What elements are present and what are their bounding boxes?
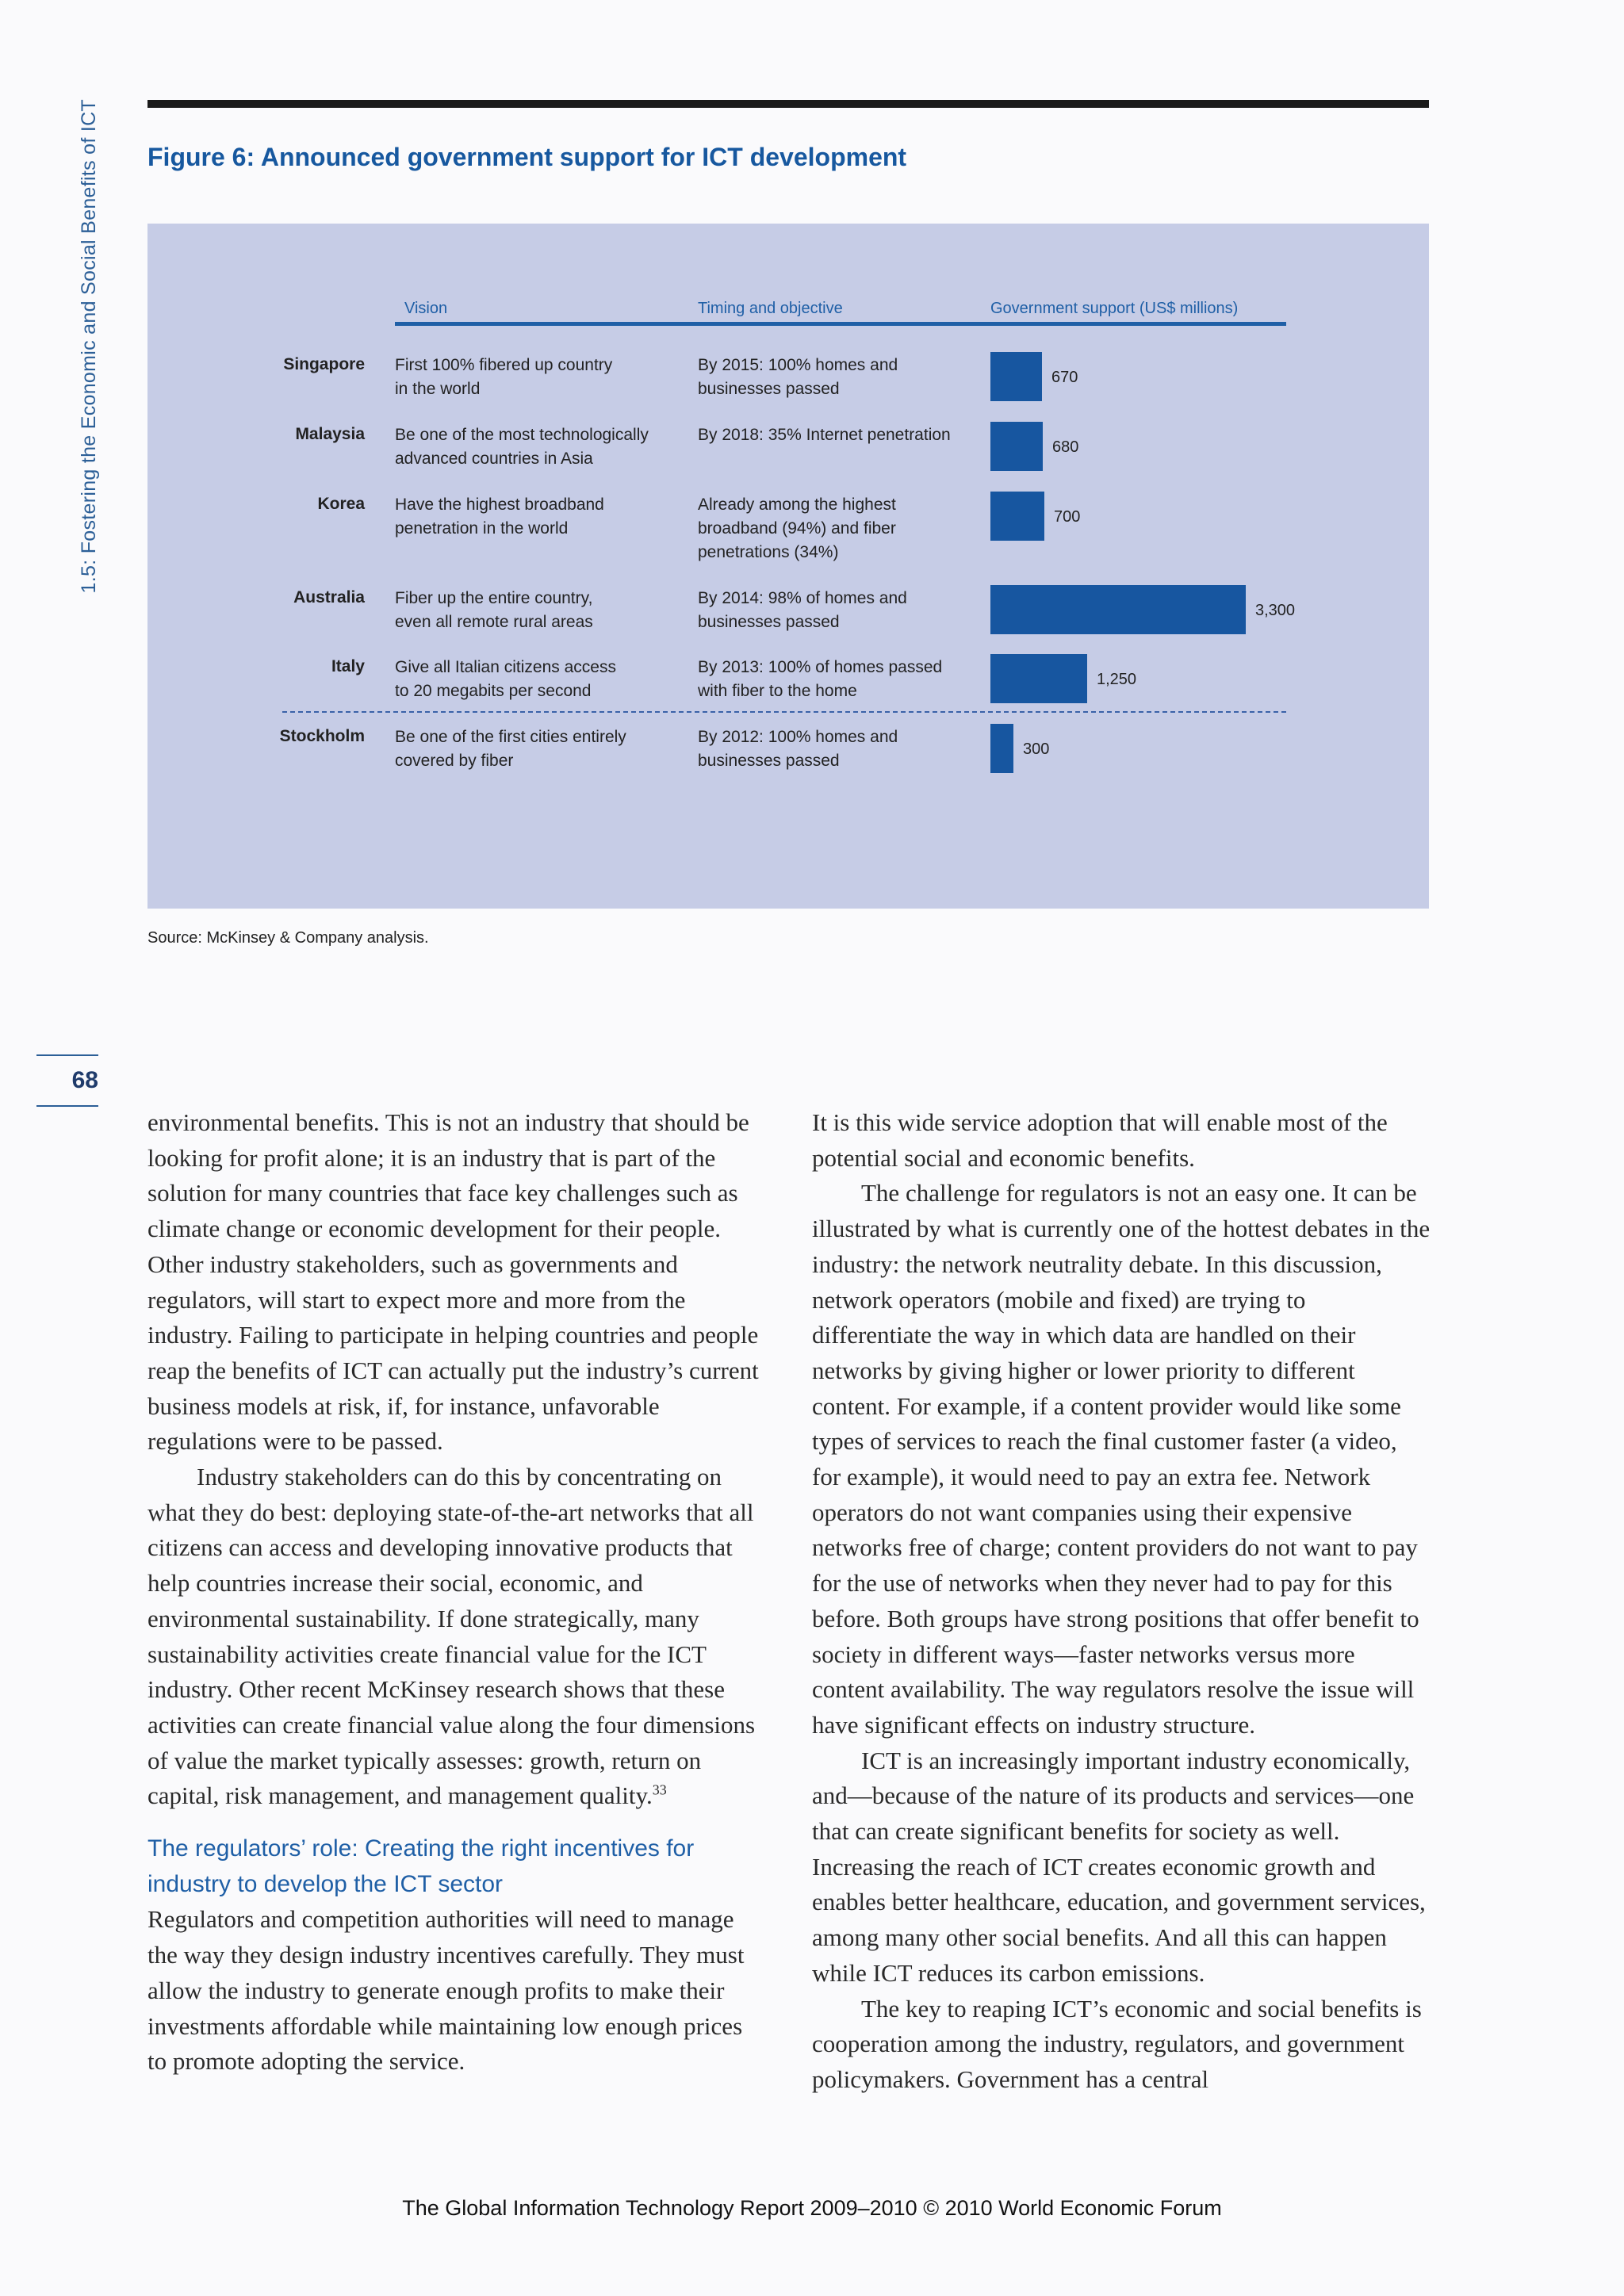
row-label-italy: Italy [331,657,365,675]
figure-title: Figure 6: Announced government support for ICT development [147,143,907,171]
header-vision: Vision [404,300,448,317]
row-label-stockholm: Stockholm [279,727,365,745]
bar-value-label: 700 [1054,508,1081,526]
paragraph: The challenge for regulators is not an easy one. It can be illustrated by what is currently one of the hottest debates in the industry: the network neutrality debate. In this discussion, network operators (mobile and fixed) are trying to differentiate the way in which data are handled on their networks by giving higher or lower priority to different content. For example, if a content provider would like some types of services to reach the final customer faster (a video, for example), it would need to pay an extra fee. Network operators do not want companies using their expensive networks free of charge; content providers do not want to pay for the use of networks when they never had to pay for this before. Both groups have strong positions that offer benefit to society in different ways—faster networks versus more content availability. The way regulators resolve the issue will have significant effects on industry structure. [812,1179,1431,1739]
bar-singapore [990,352,1042,401]
body-column-left [147,1105,766,2080]
row-label-australia: Australia [293,588,365,607]
bar-value-label: 1,250 [1097,671,1137,688]
body-column-right [812,1105,1431,2098]
bar-malaysia [990,422,1043,471]
timing-cell: By 2012: 100% homes and businesses passed [698,728,898,770]
bar-italy [990,654,1087,703]
vision-cell: Have the highest broadband penetration in the world [395,496,604,538]
bar-value-label: 300 [1023,740,1050,758]
figure-panel [147,224,1429,909]
header-timing: Timing and objective [698,300,843,317]
row-label-singapore: Singapore [283,355,365,373]
page-number-block [36,1054,98,1107]
vision-cell: Be one of the most technologically advanced countries in Asia [395,426,649,468]
timing-cell: Already among the highest broadband (94%) and fiber penetrations (34%) [698,496,896,561]
vision-cell: Be one of the first cities entirely covered by fiber [395,728,626,770]
bar-value-label: 3,300 [1255,602,1296,619]
page-number-rule-bottom [36,1105,98,1107]
bar-stockholm [990,724,1013,773]
footnote-ref[interactable]: 33 [652,1782,667,1799]
paragraph: Industry stakeholders can do this by concentrating on what they do best: deploying state-of-the-art networks that all citizens can access and developing innovative products that help countries increase their social, economic, and environmental sustainability. If done strategically, many sustainability activities create financial value for the ICT industry. Other recent McKinsey research shows that these activities can create financial value along the four dimensions of value the market typically assesses: growth, return on capital, risk management, and management quality.$^{33}$ [147,1463,756,1810]
header-support: Government support (US$ millions) [990,300,1239,317]
timing-cell: By 2014: 98% of homes and businesses passed [698,589,907,631]
row-label-malaysia: Malaysia [295,425,365,443]
header-rule [395,322,1286,326]
timing-cell: By 2018: 35% Internet penetration [698,426,951,444]
timing-cell: By 2015: 100% homes and businesses passed [698,356,898,398]
page-number: 68 [71,1067,98,1093]
section-title-vertical: 1.5: Fostering the Economic and Social Benefits of ICT [78,99,100,594]
vision-cell: Fiber up the entire country, even all remote rural areas [395,589,593,631]
vision-cell: First 100% fibered up country in the world [395,356,613,398]
paragraph: ICT is an increasingly important industry economically, and—because of the nature of its products and services—one that can create significant benefits for society as well. Increasing the reach of ICT creates economic growth and enables better healthcare, education, and government services, among many other social benefits. And all this can happen while ICT reduces its carbon emissions. [812,1746,1426,1987]
bar-value-label: 680 [1052,438,1079,456]
vision-cell: Give all Italian citizens access to 20 megabits per second [395,658,616,700]
row-label-korea: Korea [317,495,365,513]
paragraph: The key to reaping ICT’s economic and social benefits is cooperation among the industry, regulators, and government policymakers. Government has a central [812,1994,1422,2093]
bar-australia [990,585,1246,634]
figure-source: Source: McKinsey & Company analysis. [147,929,429,947]
timing-cell: By 2013: 100% of homes passed with fiber to the home [698,658,943,700]
paragraph: Regulators and competition authorities will need to manage the way they design industry incentives carefully. They must allow the industry to generate enough profits to make their investments affordable while maintaining low enough prices to promote adopting the service. [147,1905,745,2076]
bar-value-label: 670 [1051,369,1078,386]
top-divider [147,100,1429,108]
paragraph: environmental benefits. This is not an industry that should be looking for profit alone; it is an industry that is part of the solution for many countries that face key challenges such as climate change or economic development for their people. Other industry stakeholders, such as governments and regulators, will start to expect more and more from the industry. Failing to participate in helping countries and people reap the benefits of ICT can actually put the industry’s current business models at risk, if, for instance, unfavorable regulations were to be passed. [147,1108,759,1456]
dashed-separator [282,711,1286,713]
page-footer: The Global Information Technology Report 2009–2010 © 2010 World Economic Forum [402,2196,1222,2220]
bar-korea [990,492,1044,541]
section-heading: The regulators’ role: Creating the right incentives for industry to develop the ICT sector [147,1835,695,1897]
paragraph: It is this wide service adoption that will enable most of the potential social and economic benefits. [812,1108,1388,1172]
